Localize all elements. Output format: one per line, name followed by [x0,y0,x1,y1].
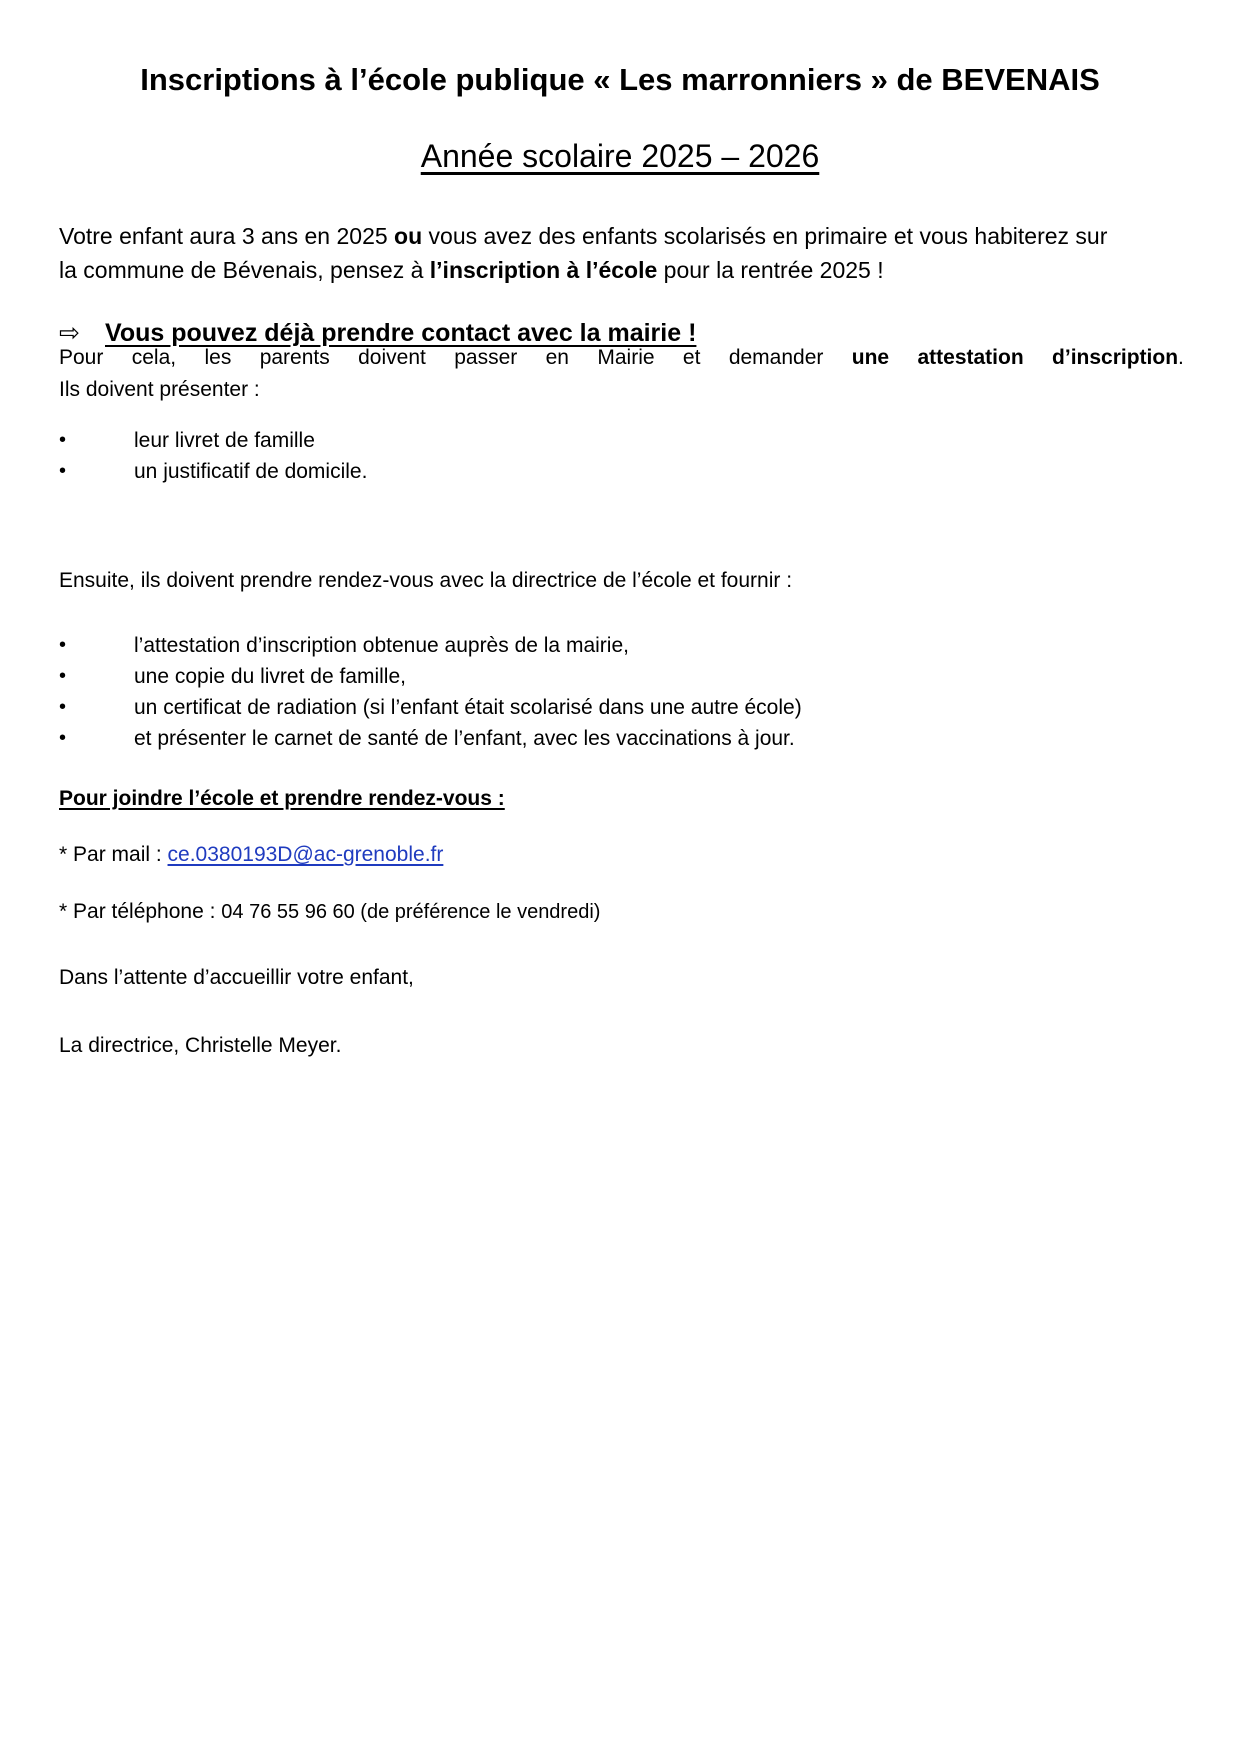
mail-label: * Par mail : [59,843,168,866]
mairie-word: doivent [358,346,426,369]
intro-text: vous avez des enfants scolarisés en primaire et vous habiterez sur [422,223,1108,249]
contact-heading-text: Vous pouvez déjà prendre contact avec la mairie ! [105,319,697,347]
mairie-word: passer [454,346,518,369]
mairie-documents-list [59,425,1184,487]
phone-number: 04 76 55 96 60 [221,901,355,923]
document-title: Inscriptions à l’école publique « Les marronniers » de BEVENAIS [140,62,1100,97]
intro-bold-inscription: l’inscription à l’école [429,257,658,283]
mairie-bold-word: une [851,346,890,369]
list-item-text: l’attestation d’inscription obtenue auprès de la mairie, [134,634,629,657]
mairie-bold-word: attestation [917,346,1024,369]
intro-paragraph [59,219,1184,287]
list-item-text: une copie du livret de famille, [134,665,406,688]
intro-text: la commune de Bévenais, pensez à [59,257,430,283]
mairie-word: parents [259,346,330,369]
school-list-item [59,661,1184,692]
mairie-end-punct: . [1178,346,1184,369]
intro-line-2 [59,253,1184,287]
mairie-paragraph [59,342,1184,406]
phone-label: * Par téléphone : [59,900,222,923]
signature-line: La directrice, Christelle Meyer. [59,1034,342,1057]
intro-bold-ou: ou [394,223,423,249]
mairie-word: demander [728,346,824,369]
list-item-text: un justificatif de domicile. [134,460,368,483]
mairie-list-item [59,425,1184,456]
intro-line-1 [59,219,1184,253]
email-link[interactable]: ce.0380193D@ac-grenoble.fr [167,843,444,866]
mairie-word: cela, [131,346,177,369]
school-paragraph-text: Ensuite, ils doivent prendre rendez-vous avec la directrice de l’école et fournir : [59,569,793,592]
school-documents-list [59,630,1184,754]
school-paragraph [59,565,1184,597]
bullet-icon: • [59,665,67,687]
list-item-text: et présenter le carnet de santé de l’enfant, avec les vaccinations à jour. [134,727,795,750]
school-list-item [59,723,1184,754]
phone-contact-line [59,900,600,924]
list-item-text: leur livret de famille [134,429,315,452]
bullet-icon: • [59,460,67,482]
bullet-icon: • [59,727,67,749]
school-list-item [59,692,1184,723]
mairie-paragraph-line-2: Ils doivent présenter : [59,378,260,401]
mairie-bold-word: d’inscription. [1052,346,1184,369]
intro-text: pour la rentrée 2025 ! [657,257,884,283]
school-year-subtitle: Année scolaire 2025 – 2026 [420,138,820,174]
mail-contact-line [59,843,443,867]
phone-note: (de préférence le vendredi) [354,901,601,923]
bullet-icon: • [59,429,67,451]
bullet-icon: • [59,634,67,656]
mairie-word: Pour [59,346,104,369]
closing-line: Dans l’attente d’accueillir votre enfant, [59,966,414,989]
list-item-text: un certificat de radiation (si l’enfant était scolarisé dans une autre école) [134,696,802,719]
mairie-word: les [204,346,232,369]
mairie-word: en [545,346,569,369]
bullet-icon: • [59,696,67,718]
mairie-list-item [59,456,1184,487]
school-list-item [59,630,1184,661]
mairie-paragraph-line-1 [59,342,1184,374]
mairie-word: et [682,346,701,369]
join-school-heading: Pour joindre l’école et prendre rendez-vous : [59,787,505,810]
arrow-right-icon: ⇨ [59,319,80,347]
mairie-word: Mairie [597,346,655,369]
intro-text: Votre enfant aura 3 ans en 2025 [59,223,395,249]
